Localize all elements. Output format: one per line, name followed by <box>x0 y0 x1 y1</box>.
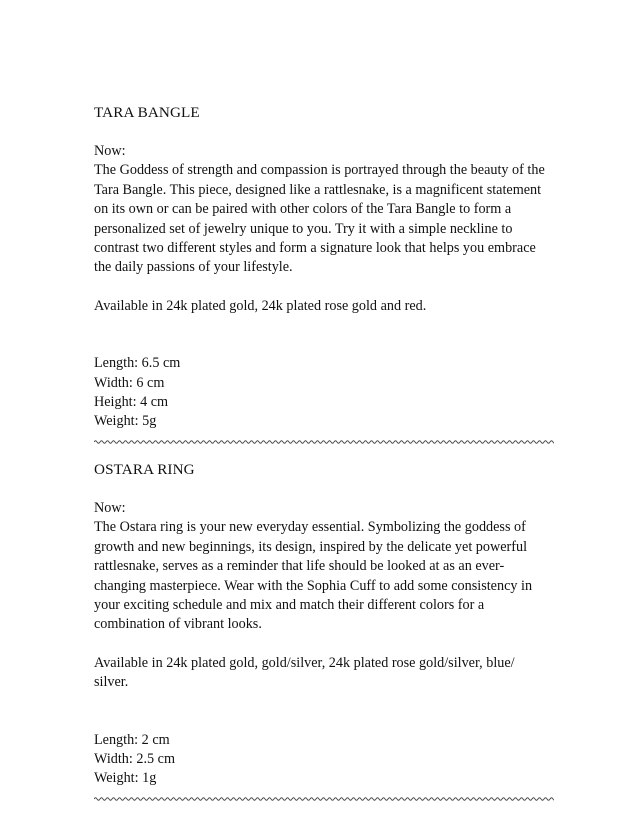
spec-weight: Weight: 5g <box>94 413 157 430</box>
product-description: The Goddess of strength and compassion is portrayed through the beauty of the Tara Bangle. This piece, designed like a rattlesnake, is a magnificent statement on its own or can be paired with other colors of the Tara Bangle to form a personalized set of jewelry unique to you. Try it with a simple neckline to contrast two different styles and form a signature look that helps you embrace the daily passions of your lifestyle. <box>94 162 545 276</box>
now-label-text: Now <box>94 499 122 516</box>
spec-width: Width: 2.5 cm <box>94 750 175 767</box>
wavy-divider <box>94 795 554 803</box>
availability-text: Available in 24k plated gold, 24k plated rose gold and red. <box>94 297 427 314</box>
spec-weight: Weight: 1g <box>94 770 157 787</box>
section-title: TARA BANGLE <box>94 104 200 121</box>
product-description: The Ostara ring is your new everyday essential. Symbolizing the goddess of growth and new beginnings, its design, inspired by the delicate yet powerful rattlesnake, serves as a reminder that life should be looked at as an ever-changing masterpiece. Wear with the Sophia Cuff to add some consistency in your exciting schedule and mix and match their different colors for a combination of vibrant looks. <box>94 519 533 633</box>
now-label-colon: : <box>121 143 126 159</box>
section-title: OSTARA RING <box>94 460 195 478</box>
availability-text: Available in 24k plated gold, gold/silver, 24k plated rose gold/silver, blue/ silver. <box>94 654 515 691</box>
spec-width: Width: 6 cm <box>94 374 165 391</box>
now-label-text: Now <box>94 143 122 159</box>
now-label <box>94 499 554 518</box>
spec-length: Length: 6.5 cm <box>94 355 181 372</box>
wavy-divider <box>94 438 554 446</box>
now-label-colon: : <box>121 499 126 516</box>
now-label <box>94 142 554 161</box>
document-page <box>94 103 554 803</box>
spec-height: Height: 4 cm <box>94 394 169 411</box>
spec-length: Length: 2 cm <box>94 731 170 748</box>
